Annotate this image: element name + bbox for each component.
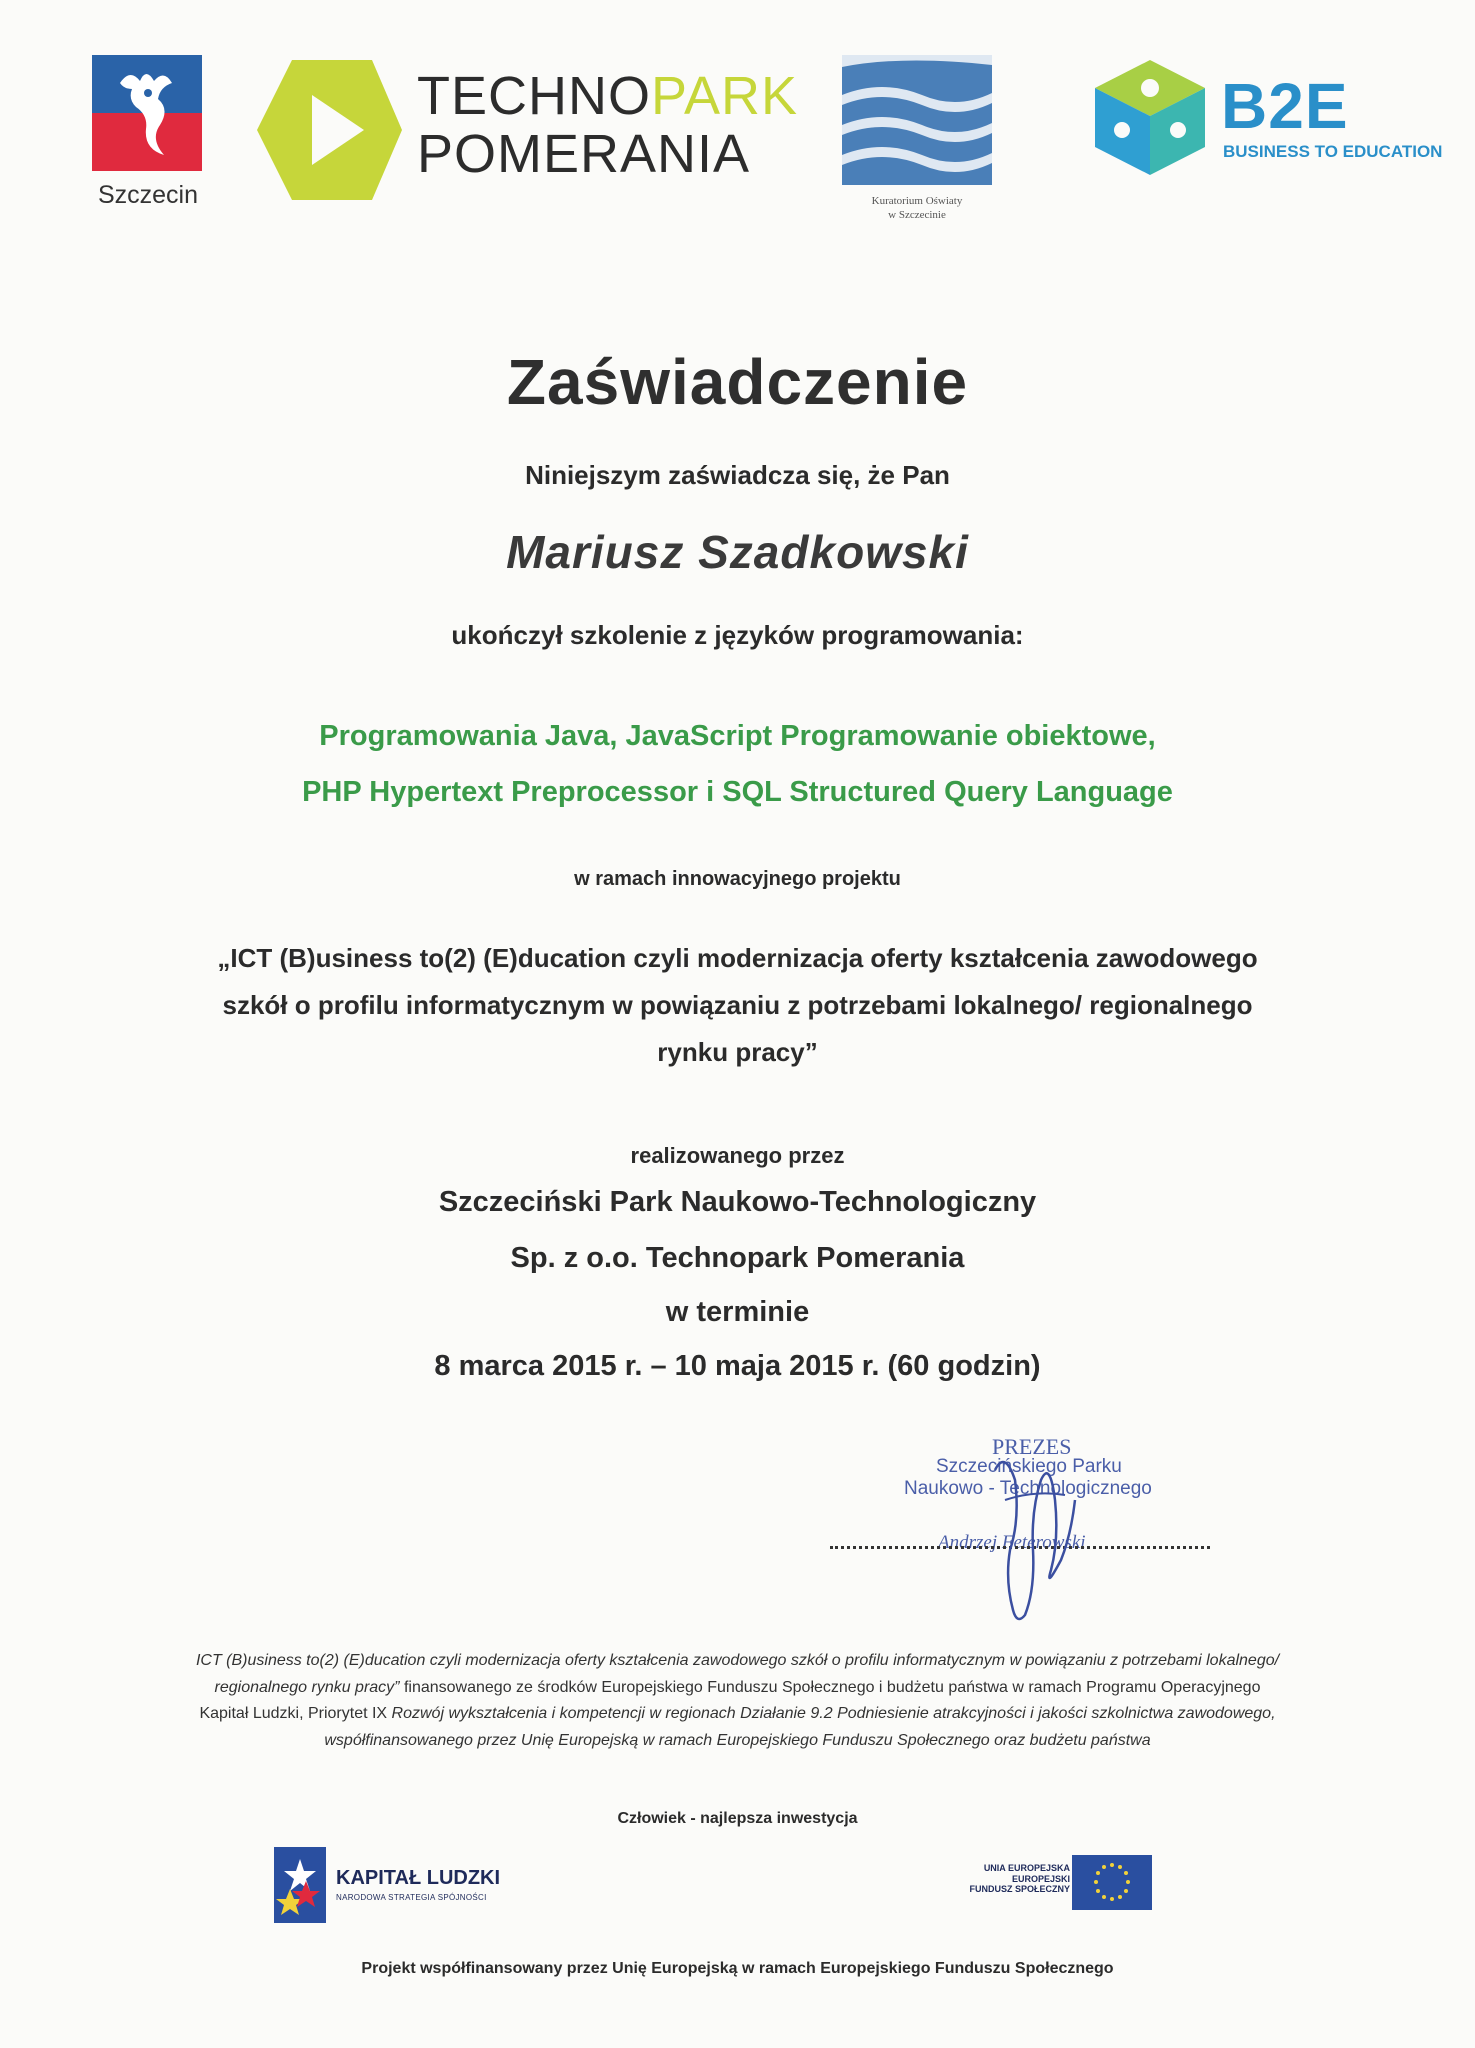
szczecin-logo [92, 55, 204, 215]
b2e-mark-text: B2E [1221, 70, 1349, 142]
project-name-line-2: szkół o profilu informatycznym w powiązaniu z potrzebami lokalnego/ regionalnego [222, 990, 1253, 1020]
stamp-signer: Andrzej Feterowski [938, 1532, 1086, 1553]
cofinancing-statement: Projekt współfinansowany przez Unię Europejską w ramach Europejskiego Funduszu Społecznego [361, 1960, 1114, 1977]
kuratorium-caption-2: w Szczecinie [888, 209, 946, 221]
organizer-line-1: Szczeciński Park Naukowo-Technologiczny [438, 1186, 1037, 1218]
eu-flag-icon [1072, 1855, 1152, 1910]
project-name-line-3: rynku pracy” [657, 1037, 818, 1067]
courses-line-2: PHP Hypertext Preprocessor i SQL Structured Query Language [302, 776, 1173, 808]
funding-note [190, 1648, 1285, 1754]
technopark-word-techno: TECHNO [417, 66, 651, 126]
handwritten-signature-icon [975, 1440, 1095, 1630]
president-stamp [830, 1430, 1210, 1630]
funding-note-program: finansowanego ze środków Europejskiego Funduszu Społecznego i budżetu państwa w ramach Programu Operacyjnego Kapitał Ludzki, Priorytet IX [199, 1678, 1261, 1722]
kapital-ludzki-emblem-icon [270, 1845, 330, 1925]
courses-line-1: Programowania Java, JavaScript Programowanie obiektowe, [319, 720, 1156, 752]
technopark-word-pomerania: POMERANIA [417, 124, 751, 184]
b2e-tagline: BUSINESS TO EDUCATION [1223, 142, 1443, 161]
completion-statement: ukończył szkolenie z języków programowania: [451, 620, 1024, 650]
eu-line-1: UNIA EUROPEJSKA [983, 1863, 1070, 1873]
eu-line-3: FUNDUSZ SPOŁECZNY [969, 1884, 1070, 1894]
recipient-name: Mariusz Szadkowski [506, 526, 969, 578]
kuratorium-logo [842, 55, 992, 230]
technopark-logo [252, 55, 799, 205]
szczecin-griffin-icon [92, 55, 202, 171]
technopark-word-park: PARK [651, 66, 799, 126]
eu-logo [935, 1855, 1155, 1915]
technopark-hexagon-icon [252, 55, 402, 205]
stamp-line-2: Naukowo - Technologicznego [904, 1478, 1152, 1499]
funding-note-project: ICT (B)usiness to(2) (E)ducation czyli modernizacja oferty kształcenia zawodowego szkół o profilu informatycznym w powiązaniu z potrzebami lokalnego/ regionalnego rynku pracy” [195, 1652, 1280, 1696]
project-intro: w ramach innowacyjnego projektu [574, 868, 901, 890]
training-dates: 8 marca 2015 r. – 10 maja 2015 r. (60 godzin) [434, 1350, 1041, 1382]
szczecin-caption: Szczecin [97, 181, 199, 209]
organizer-line-2: Sp. z o.o. Technopark Pomerania [510, 1242, 965, 1274]
project-name-line-1: „ICT (B)usiness to(2) (E)ducation czyli modernizacja oferty kształcenia zawodowego [217, 943, 1258, 973]
kuratorium-book-wave-icon [842, 55, 992, 185]
certificate-intro: Niniejszym zaświadcza się, że Pan [525, 460, 950, 490]
stamp-line-1: Szczecińskiego Parku [936, 1456, 1122, 1477]
motto: Człowiek - najlepsza inwestycja [617, 1810, 858, 1827]
b2e-puzzle-cube-icon [1095, 60, 1205, 175]
term-label: w terminie [665, 1296, 810, 1328]
eu-line-2: EUROPEJSKI [1011, 1873, 1070, 1884]
certificate-title: Zaświadczenie [506, 346, 969, 418]
realized-by-label: realizowanego przez [630, 1143, 845, 1168]
kapital-ludzki-logo [270, 1845, 540, 1925]
funding-note-priority: Rozwój wykształcenia i kompetencji w regionach Działanie 9.2 Podniesienie atrakcyjności i jakości szkolnictwa zawodowego, współfinansowanego przez Unię Europejską w ramach Europejskiego Funduszu Społecznego oraz budżetu państwa [324, 1705, 1276, 1749]
kapital-ludzki-subtitle: NARODOWA STRATEGIA SPÓJNOŚCI [336, 1893, 487, 1902]
kuratorium-caption-1: Kuratorium Oświaty [871, 195, 963, 207]
stamp-title: PREZES [992, 1434, 1072, 1459]
kapital-ludzki-name: KAPITAŁ LUDZKI [336, 1867, 501, 1889]
b2e-logo [1095, 60, 1443, 180]
